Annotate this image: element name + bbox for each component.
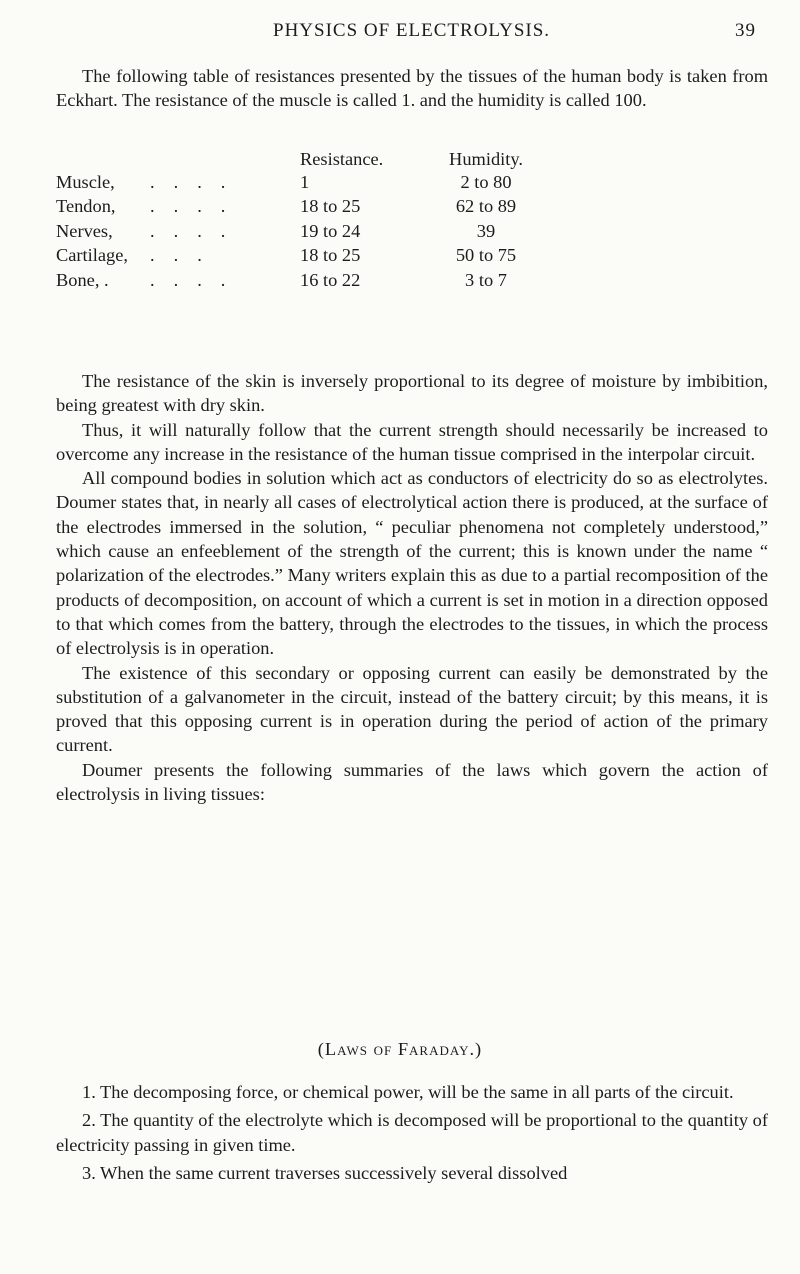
leader-dots: ....	[150, 220, 245, 241]
tissue-name: Tendon,	[56, 196, 116, 217]
paragraph-doumer-summaries: Doumer presents the following summaries of the laws which govern the action of electrolysis in living tissues:	[56, 759, 768, 805]
main-text	[56, 369, 768, 806]
tissue-name: Nerves,	[56, 220, 113, 241]
table-header-row	[56, 149, 556, 170]
leader-dots: ...	[150, 245, 221, 266]
law-item: 2. The quantity of the electrolyte which is decomposed will be proportional to the quantity of electricity passing in given time.	[56, 1110, 768, 1155]
intro-block	[56, 64, 768, 113]
laws-heading: (Laws of Faraday.)	[317, 1039, 483, 1059]
law-item: 1. The decomposing force, or chemical power, will be the same in all parts of the circuit.	[82, 1082, 734, 1102]
resistance-value: 16 to 22	[300, 269, 361, 290]
resistance-value: 19 to 24	[300, 220, 361, 241]
humidity-value: 62 to 89	[455, 196, 517, 217]
paragraph-polarization: All compound bodies in solution which act as conductors of electricity do so as electrolytes. Doumer states that, in nearly all cases of electrolytical action there is produced, at the surface of the electrodes immersed in the solution, “ peculiar phenomena not completely understood,” which cause an enfeeblement of the strength of the current; this is known under the name “ polarization of the electrodes.” Many writers explain this as due to a partial recomposition of the products of decomposition, on account of which a current is set in motion in a direction opposed to that which comes from the battery, through the electrodes to the tissues, in which the process of electrolysis is in operation.	[56, 468, 768, 659]
header-humidity: Humidity.	[449, 149, 523, 169]
leader-dots: ....	[150, 196, 245, 217]
running-head-title: PHYSICS OF ELECTROLYSIS.	[273, 20, 551, 41]
humidity-value: 50 to 75	[455, 245, 517, 266]
table-row	[56, 219, 556, 244]
humidity-value: 2 to 80	[460, 171, 512, 192]
leader-dots: ....	[150, 269, 245, 290]
laws-list	[56, 1080, 768, 1185]
humidity-value: 39	[476, 220, 496, 241]
resistance-value: 18 to 25	[300, 196, 361, 217]
header-resistance: Resistance.	[300, 149, 384, 169]
tissue-name: Bone, .	[56, 269, 109, 290]
paragraph-current-strength: Thus, it will naturally follow that the current strength should necessarily be increased to overcome any increase in the resistance of the human tissue comprised in the interpolar circuit.	[56, 419, 768, 464]
leader-dots: ....	[150, 171, 245, 192]
table-row	[56, 244, 556, 269]
humidity-value: 3 to 7	[465, 269, 507, 290]
resistance-value: 18 to 25	[300, 245, 361, 266]
table-row	[56, 268, 556, 293]
table-row	[56, 195, 556, 220]
table-row	[56, 170, 556, 195]
law-item: 3. When the same current traverses successively several dissolved	[82, 1162, 568, 1183]
page-number: 39	[735, 20, 756, 41]
tissue-name: Muscle,	[56, 171, 115, 192]
intro-paragraph: The following table of resistances presented by the tissues of the human body is taken from Eckhart. The resistance of the muscle is called 1. and the humidity is called 100.	[56, 66, 768, 111]
resistance-value: 1	[300, 171, 310, 192]
paragraph-skin-resistance: The resistance of the skin is inversely proportional to its degree of moisture by imbibition, being greatest with dry skin.	[56, 371, 768, 416]
tissue-name: Cartilage,	[56, 245, 129, 266]
paragraph-opposing-current: The existence of this secondary or opposing current can easily be demonstrated by the substitution of a galvanometer in the circuit, instead of the battery circuit; by this means, it is proved that this opposing current is in operation during the period of action of the primary current.	[56, 662, 768, 756]
resistance-table	[56, 149, 556, 293]
